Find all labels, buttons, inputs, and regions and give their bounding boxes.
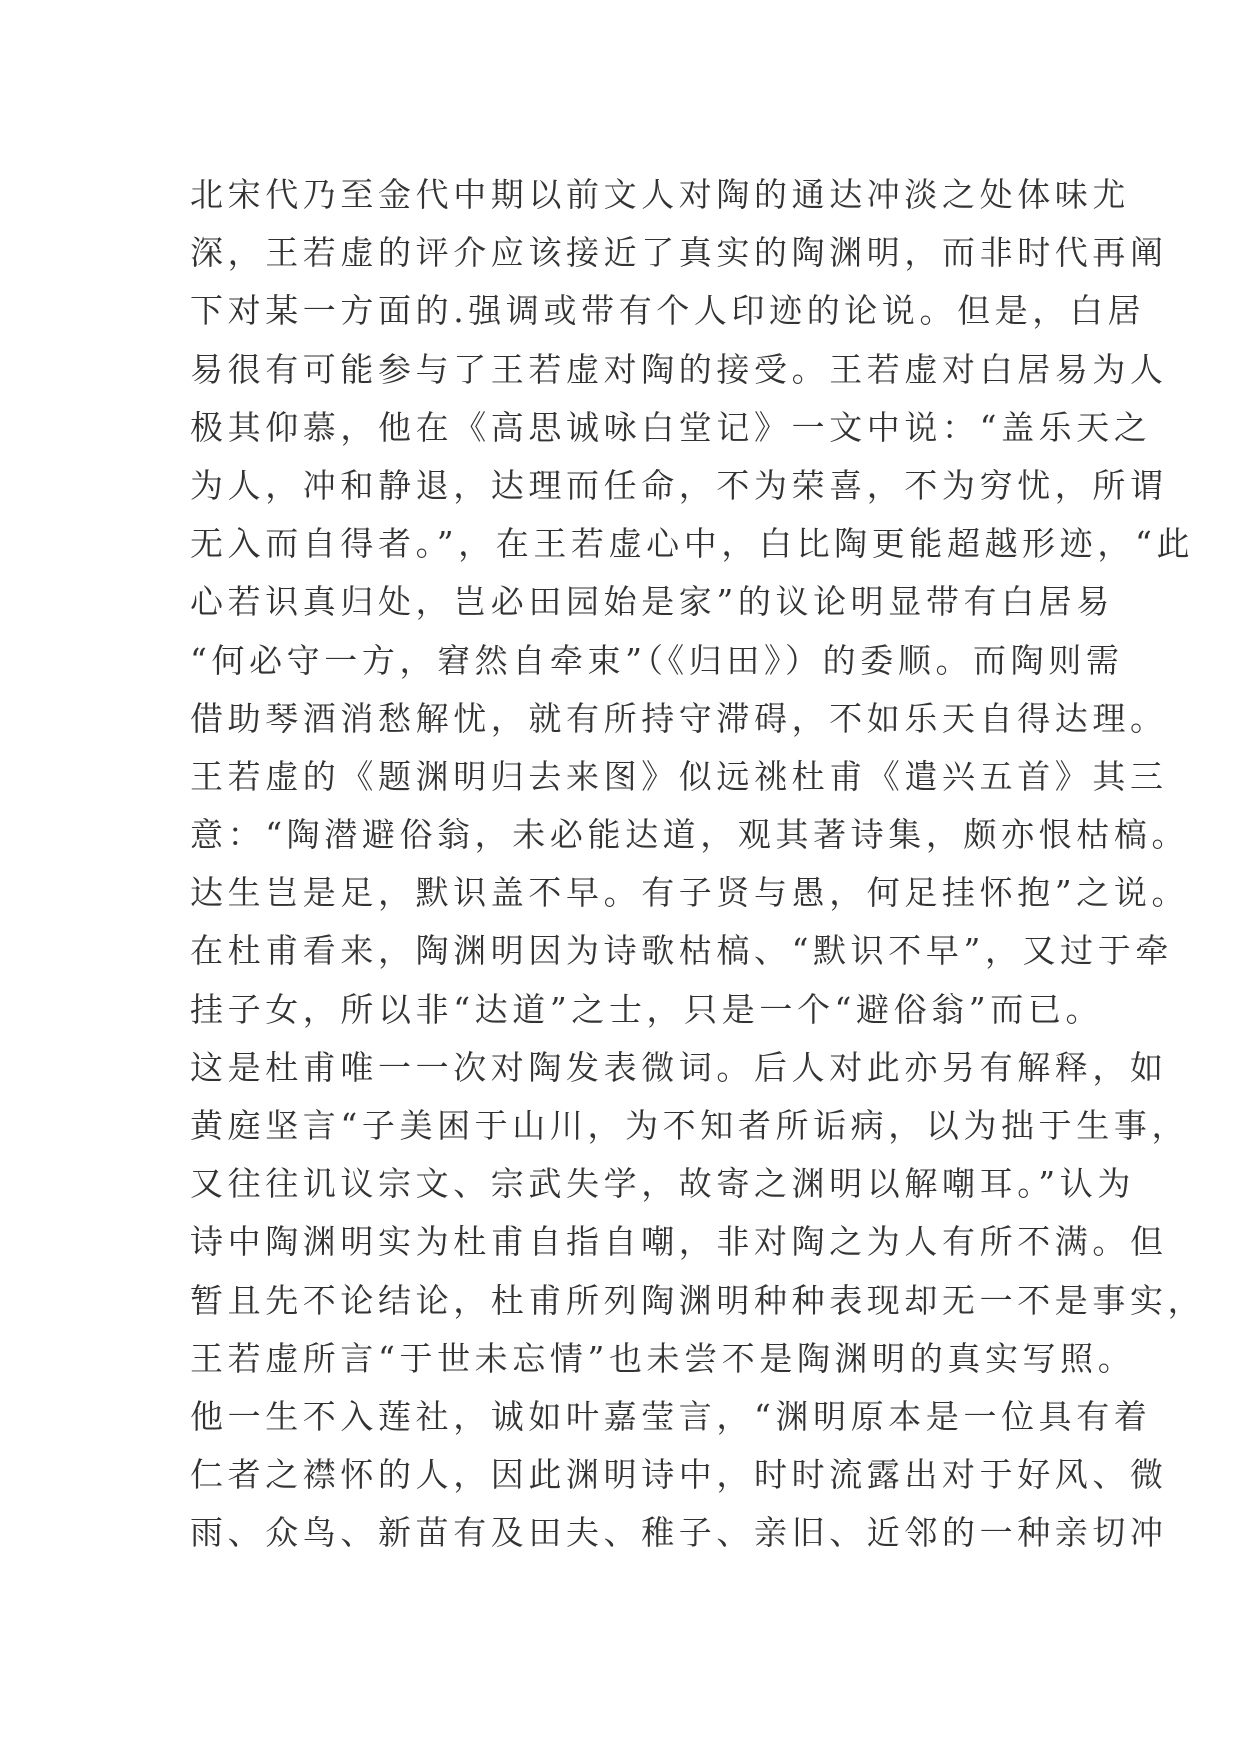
body-text bbox=[190, 166, 1206, 1563]
text-line: 黄庭坚言“子美困于山川，为不知者所诟病，以为拙于生事， bbox=[190, 1106, 1190, 1145]
text-line: 深，王若虚的评介应该接近了真实的陶渊明，而非时代再阐 bbox=[190, 233, 1168, 273]
text-line: 又往往讥议宗文、宗武失学，故寄之渊明以解嘲耳。”认为 bbox=[190, 1164, 1135, 1204]
text-line: 无入而自得者。”，在王若虚心中，白比陶更能超越形迹，“此 bbox=[190, 524, 1195, 564]
text-line: 王若虚所言“于世未忘情”也未尝不是陶渊明的真实写照。 bbox=[190, 1338, 1136, 1378]
text-line: 这是杜甫唯一一次对陶发表微词。后人对此亦另有解释，如 bbox=[190, 1047, 1168, 1087]
text-line: 在杜甫看来，陶渊明因为诗歌枯槁、“默识不早”，又过于牵 bbox=[190, 931, 1173, 971]
text-line: 为人，冲和静退，达理而任命，不为荣喜，不为穷忧，所谓 bbox=[190, 465, 1168, 505]
text-line: 心若识真归处，岂必田园始是家”的议论明显带有白居易 bbox=[190, 582, 1114, 622]
text-line: 下对某一方面的.强调或带有个人印迹的论说。但是，白居 bbox=[190, 291, 1146, 331]
text-line: 他一生不入莲社，诚如叶嘉莹言，“渊明原本是一位具有着 bbox=[190, 1396, 1152, 1436]
text-line: 仁者之襟怀的人，因此渊明诗中，时时流露出对于好风、微 bbox=[190, 1455, 1168, 1495]
text-line: 挂子女，所以非“达道”之士，只是一个“避俗翁”而已。 bbox=[190, 989, 1104, 1029]
text-line: “何必守一方，窘然自牵束”（《归田》）的委顺。而陶则需 bbox=[190, 640, 1124, 680]
text-line: 诗中陶渊明实为杜甫自指自嘲，非对陶之为人有所不满。但 bbox=[190, 1222, 1168, 1262]
text-line: 意：“陶潜避俗翁，未必能达道，观其著诗集，颇亦恨枯槁。 bbox=[190, 815, 1190, 855]
text-line: 雨、众鸟、新苗有及田夫、稚子、亲旧、近邻的一种亲切冲 bbox=[190, 1513, 1168, 1553]
text-line: 借助琴酒消愁解忧，就有所持守滞碍，不如乐天自得达理。 bbox=[190, 698, 1168, 738]
text-line: 暂且先不论结论，杜甫所列陶渊明种种表现却无一不是事实， bbox=[190, 1280, 1206, 1320]
text-line: 易很有可能参与了王若虚对陶的接受。王若虚对白居易为人 bbox=[190, 349, 1168, 389]
text-line: 北宋代乃至金代中期以前文人对陶的通达冲淡之处体味尤 bbox=[190, 175, 1130, 214]
text-line: 达生岂是足，默识盖不早。有子贤与愚，何足挂怀抱”之说。 bbox=[190, 873, 1190, 913]
text-line: 王若虚的《题渊明归去来图》似远祧杜甫《遣兴五首》其三 bbox=[190, 756, 1168, 796]
text-line: 极其仰慕，他在《高思诚咏白堂记》一文中说：“盖乐天之 bbox=[190, 407, 1152, 447]
